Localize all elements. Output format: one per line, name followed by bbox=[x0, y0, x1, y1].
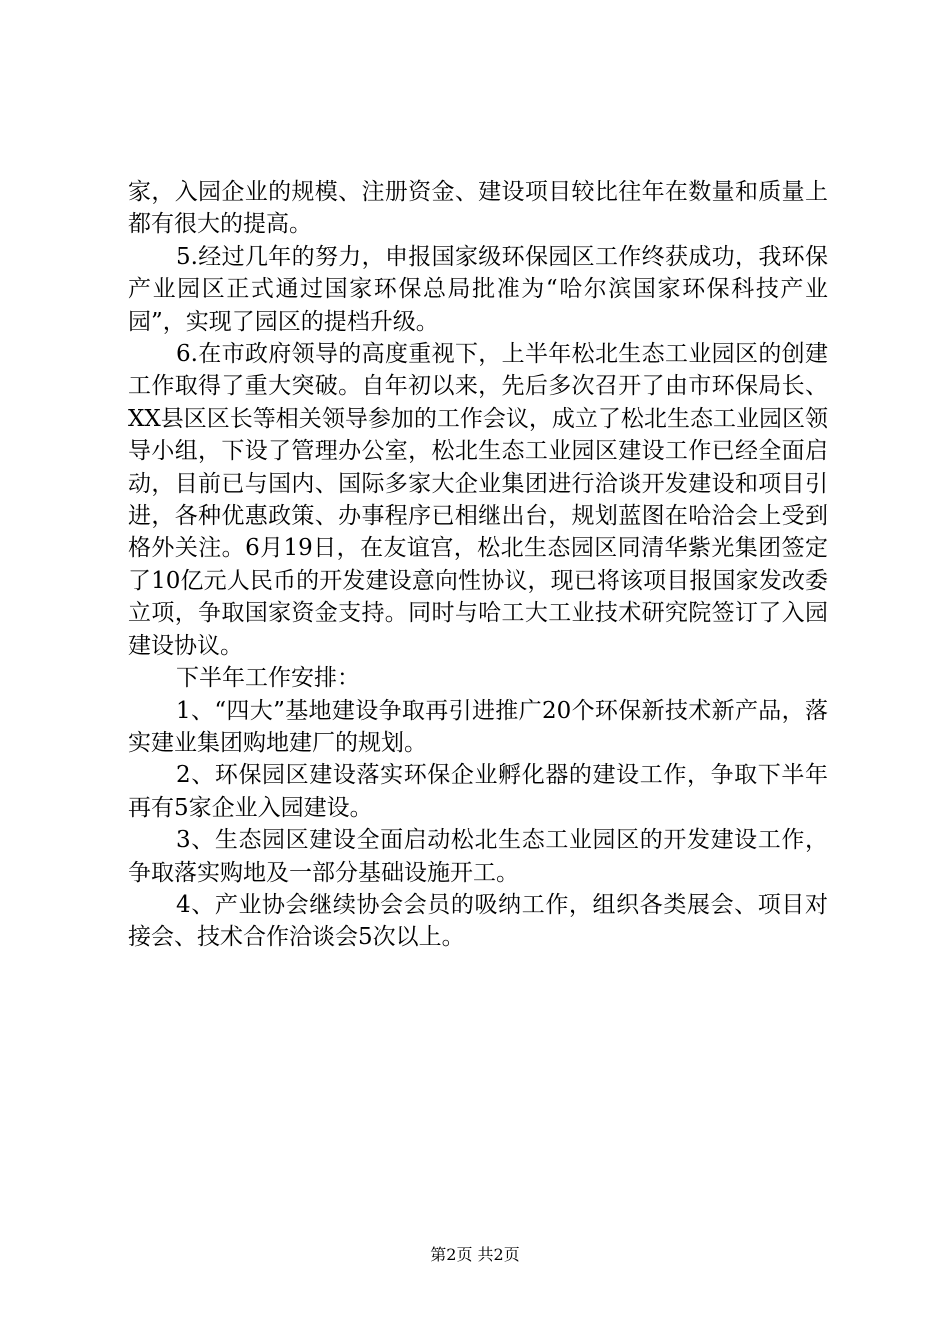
paragraph-item-6: 6.在市政府领导的高度重视下，上半年松北生态工业园区的创建工作取得了重大突破。自年初以来，先后多次召开了由市环保局长、XX县区区长等相关领导参加的工作会议，成立了松北生态工业园区领导小组，下设了管理办公室，松北生态工业园区建设工作已经全面启动，目前已与国内、国际多家大企业集团进行洽谈开发建设和项目引进，各种优惠政策、办事程序已相继出台，规划蓝图在哈洽会上受到格外关注。6月19日，在友谊宫，松北生态园区同清华紫光集团签定了10亿元人民币的开发建设意向性协议，现已将该项目报国家发改委立项，争取国家资金支持。同时与哈工大工业技术研究院签订了入园建设协议。 bbox=[128, 341, 828, 659]
plan-item-2: 2、环保园区建设落实环保企业孵化器的建设工作，争取下半年再有5家企业入园建设。 bbox=[128, 762, 828, 821]
plan-item-1: 1、“四大”基地建设争取再引进推广20个环保新技术新产品，落实建业集团购地建厂的规划。 bbox=[128, 697, 828, 756]
page-footer bbox=[0, 1244, 950, 1266]
document-body bbox=[128, 176, 828, 954]
plan-item-4: 4、产业协会继续协会会员的吸纳工作，组织各类展会、项目对接会、技术合作洽谈会5次以上。 bbox=[128, 891, 828, 951]
paragraph-continuation: 家，入园企业的规模、注册资金、建设项目较比往年在数量和质量上都有很大的提高。 bbox=[128, 179, 828, 238]
plan-item-3: 3、生态园区建设全面启动松北生态工业园区的开发建设工作，争取落实购地及一部分基础设施开工。 bbox=[128, 827, 828, 886]
section-heading-second-half-plan: 下半年工作安排： bbox=[176, 665, 360, 692]
page-number-label: 第2页 共2页 bbox=[430, 1245, 520, 1264]
paragraph-item-5: 5.经过几年的努力，申报国家级环保园区工作终获成功，我环保产业园区正式通过国家环保总局批准为“哈尔滨国家环保科技产业园”，实现了园区的提档升级。 bbox=[128, 243, 828, 335]
